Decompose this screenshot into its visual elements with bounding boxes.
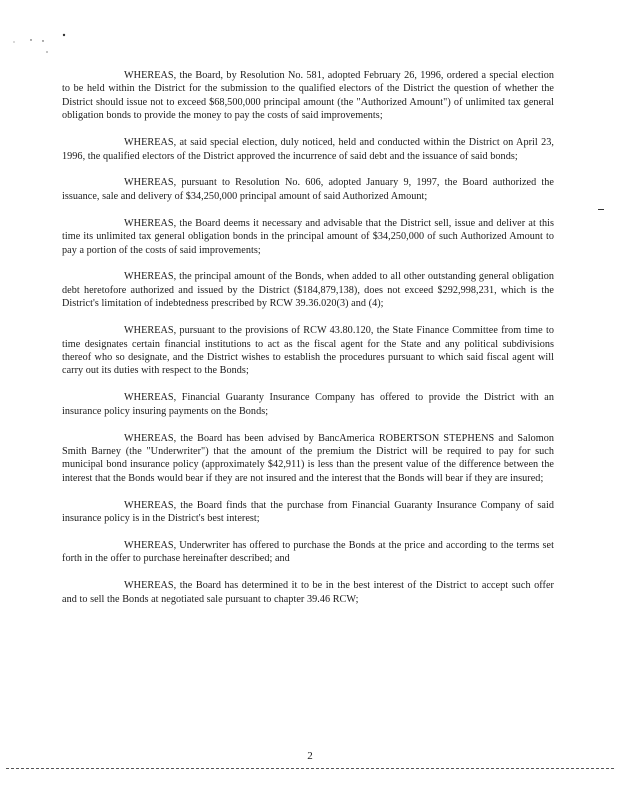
recital-paragraph: WHEREAS, the Board, by Resolution No. 581, adopted February 26, 1996, ordered a special election to be held within the District for the submission to the qualified electors of the District the question of whether the District should issue not to exceed $68,500,000 principal amount (the "Authorized Amount") of unlimited tax general obligation bonds to provide the money to pay the costs of said improvements; (62, 70, 554, 122)
recital-paragraph: WHEREAS, the Board finds that the purchase from Financial Guaranty Insurance Company of said insurance policy is in the District's best interest; (62, 499, 554, 525)
scan-speck (46, 51, 47, 52)
scan-speck (63, 34, 65, 36)
page-number: 2 (307, 750, 313, 762)
footer-rule (6, 768, 614, 769)
recital-paragraph: WHEREAS, at said special election, duly noticed, held and conducted within the District on April 23, 1996, the qualified electors of the District approved the incurrence of said debt and the issuance of said bonds; (62, 137, 554, 162)
recital-paragraph: WHEREAS, the Board deems it necessary and advisable that the District sell, issue and deliver at this time its unlimited tax general obligation bonds in the principal amount of $34,250,000 of such Authorized Amount to pay a portion of the costs of said improvements; (62, 217, 554, 256)
recital-paragraph: WHEREAS, Financial Guaranty Insurance Company has offered to provide the District with an insurance policy insuring payments on the Bonds; (62, 392, 554, 417)
recital-paragraph: WHEREAS, the Board has determined it to be in the best interest of the District to accept such offer and to sell the Bonds at negotiated sale pursuant to chapter 39.46 RCW; (62, 580, 554, 605)
recital-paragraph: WHEREAS, pursuant to Resolution No. 606, adopted January 9, 1997, the Board authorized the issuance, sale and delivery of $34,250,000 principal amount of said Authorized Amount; (62, 177, 554, 202)
recital-paragraph: WHEREAS, Underwriter has offered to purchase the Bonds at the price and according to the terms set forth in the offer to purchase hereinafter described; and (62, 540, 554, 565)
scan-speck (30, 39, 31, 40)
resolution-recitals (62, 69, 554, 620)
recital-paragraph: WHEREAS, the principal amount of the Bonds, when added to all other outstanding general obligation debt heretofore authorized and issued by the District ($184,879,138), does not exceed $292,998,231, which is the District's limitation of indebtedness prescribed by RCW 39.36.020(3) and (4); (62, 271, 554, 310)
margin-mark (598, 209, 604, 210)
recital-paragraph: WHEREAS, the Board has been advised by BancAmerica ROBERTSON STEPHENS and Salomon Smith Barney (the "Underwriter") that the amount of the premium the District will be required to pay for such municipal bond insurance policy (approximately $42,911) is less than the present value of the difference between the interest that the Bonds would bear if they are not insured and the interest that the Bonds will bear if they are insured; (62, 432, 554, 484)
recital-paragraph: WHEREAS, pursuant to the provisions of RCW 43.80.120, the State Finance Committee from time to time designates certain financial institutions to act as the fiscal agent for the State and any political subdivisions thereof who so designate, and the District wishes to establish the procedures pursuant to which said fiscal agent will carry out its duties with respect to the Bonds; (62, 325, 554, 377)
scan-speck (42, 40, 43, 41)
scan-speck (14, 42, 15, 43)
